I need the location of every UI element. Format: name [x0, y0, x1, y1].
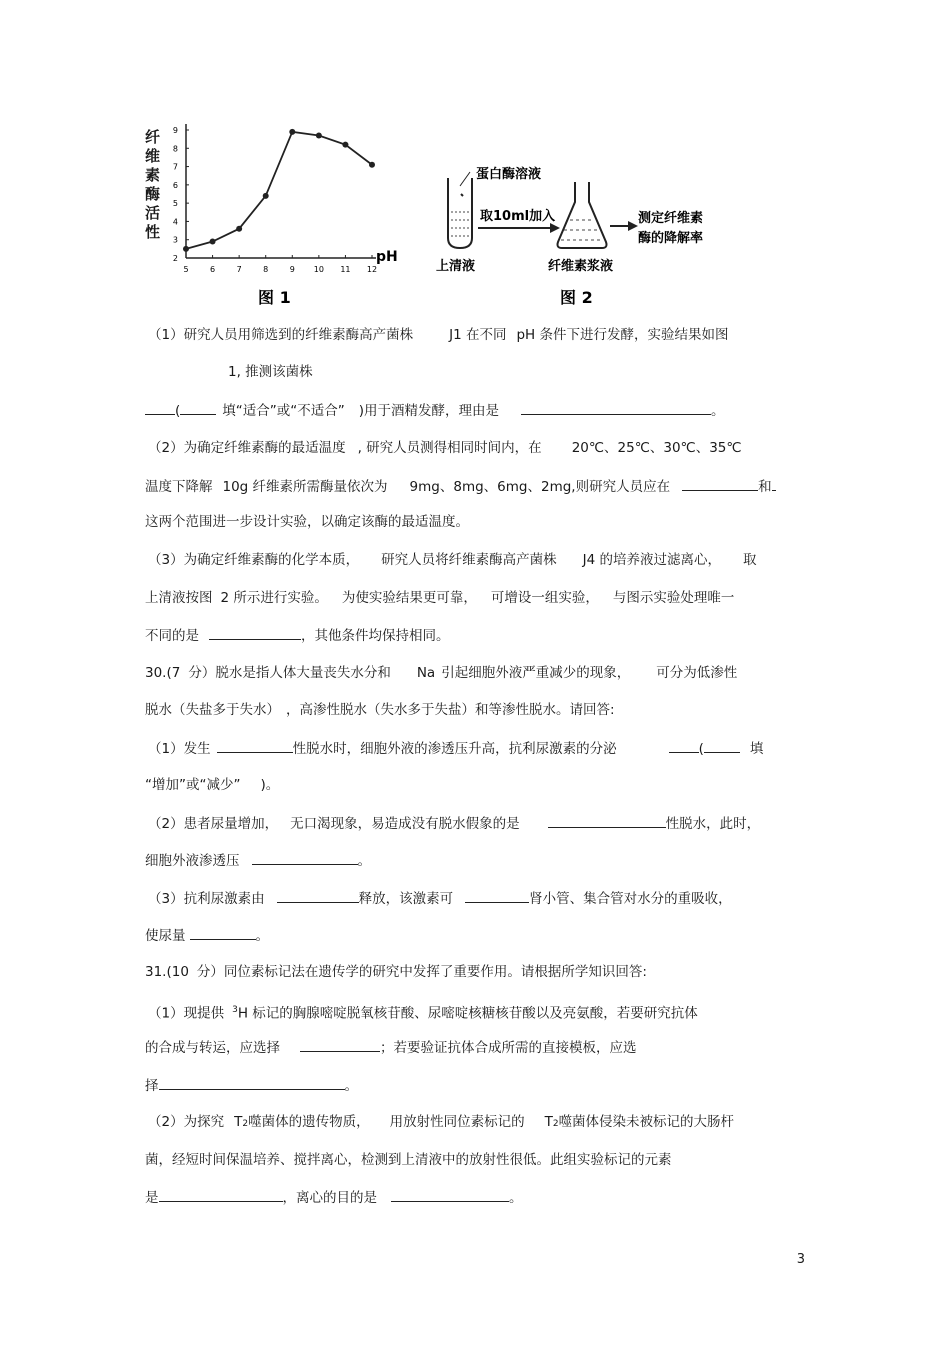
figure2-diagram — [430, 150, 730, 310]
answer-blank[interactable] — [300, 1037, 380, 1052]
q30-1-line1: （1）发生 性脱水时，细胞外液的渗透压升高，抗利尿激素的分泌 ( 填 — [148, 738, 763, 759]
q29-3-line3: 不同的是 ，其他条件均保持相同。 — [145, 625, 450, 646]
q31-2-line2: 菌，经短时间保温培养、搅拌离心，检测到上清液中的放射性很低。此组实验标记的元素 — [145, 1152, 672, 1168]
page-number: 3 — [796, 1252, 805, 1267]
answer-blank[interactable] — [217, 738, 293, 753]
y-tick-label: 7 — [172, 162, 178, 172]
tube-top-label: 蛋白酶溶液 — [476, 167, 542, 182]
y-tick-label: 4 — [172, 217, 178, 227]
answer-blank[interactable] — [159, 1187, 283, 1202]
figure1-xlabel: pH — [376, 249, 398, 265]
figure1-caption: 图 1 — [258, 288, 291, 307]
answer-blank[interactable] — [159, 1075, 345, 1090]
data-point — [263, 193, 269, 199]
data-point — [183, 246, 189, 252]
q29-2-line2: 温度下降解 10g 纤维素所需酶量依次为 9mg、8mg、6mg、2mg,则研究人员应在 和 — [145, 476, 776, 497]
data-point — [342, 142, 348, 148]
q31-line1: 31.(10 分）同位素标记法在遗传学的研究中发挥了重要作用。请根据所学知识回答: — [145, 964, 647, 980]
q30-line1: 30.(7 分）脱水是指人体大量丧失水分和 Na 引起细胞外液严重减少的现象， 可分为低渗性 — [145, 665, 738, 681]
answer-blank[interactable] — [521, 400, 711, 415]
y-tick-label: 2 — [172, 254, 178, 263]
q31-2-line3: 是 ，离心的目的是 。 — [145, 1187, 523, 1208]
q29-3-line2: 上清液按图 2 所示进行实验。 为使实验结果更可靠， 可增设一组实验， 与图示实验处理唯一 — [145, 590, 735, 606]
q31-1-line2: 的合成与转运，应选择 ；若要验证抗体合成所需的直接模板，应选 — [145, 1037, 637, 1058]
q31-1-line1: （1）现提供 $^3$H 标记的胸腺嘧啶脱氧核苷酸、尿嘧啶核糖核苷酸以及亮氨酸，若要研究抗体 — [148, 1005, 698, 1022]
answer-blank[interactable] — [209, 625, 301, 640]
arrow1-label: 取10ml加入 — [480, 209, 556, 224]
figure1-ylabel: 纤维素酶活性 — [145, 128, 161, 241]
q30-2-line1: （2）患者尿量增加， 无口渴现象，易造成没有脱水假象的是 性脱水，此时， — [148, 813, 760, 834]
q29-2-line1: （2）为确定纤维素酶的最适温度 , 研究人员测得相同时间内，在 20℃、25℃、30℃、35℃ — [148, 440, 742, 456]
y-tick-label: 8 — [172, 144, 178, 154]
answer-blank[interactable] — [682, 476, 758, 491]
x-tick-label: 8 — [263, 265, 269, 274]
q29-1-line3: ( 填“适合”或“不适合” )用于酒精发酵，理由是 。 — [145, 400, 725, 421]
y-tick-label: 6 — [172, 180, 178, 190]
q29-2-line3: 这两个范围进一步设计实验，以确定该酶的最适温度。 — [145, 514, 469, 530]
q30-line2: 脱水（失盐多于失水） ，高渗性脱水（失水多于失盐）和等渗性脱水。请回答: — [145, 702, 615, 718]
result-label-1: 测定纤维素 — [638, 211, 704, 226]
activity-line — [186, 132, 372, 249]
q31-2-line1: （2）为探究 T2噬菌体的遗传物质， 用放射性同位素标记的 T2噬菌体侵染未被标记的大肠杆 — [148, 1114, 735, 1130]
data-point — [369, 162, 375, 168]
answer-blank[interactable] — [548, 813, 666, 828]
answer-blank[interactable] — [391, 1187, 509, 1202]
x-tick-label: 6 — [210, 265, 216, 274]
flask — [558, 182, 607, 248]
q30-2-line2: 细胞外液渗透压 。 — [145, 850, 371, 871]
data-point — [236, 226, 242, 232]
data-point — [210, 239, 216, 245]
q30-3-line1: （3）抗利尿激素由 释放，该激素可 肾小管、集合管对水分的重吸收， — [148, 888, 732, 909]
data-point — [289, 129, 295, 135]
test-tube — [448, 172, 472, 248]
q30-1-line2: “增加”或“减少” )。 — [145, 777, 280, 793]
q31-1-line3: 择 。 — [145, 1075, 358, 1096]
x-tick-label: 9 — [289, 265, 295, 274]
x-tick-label: 5 — [183, 265, 189, 274]
answer-blank[interactable] — [277, 888, 359, 903]
x-tick-label: 10 — [313, 265, 324, 274]
result-label-2: 酶的降解率 — [638, 231, 704, 246]
y-tick-label: 5 — [172, 199, 178, 209]
answer-blank[interactable] — [465, 888, 529, 903]
q29-1-line1: （1）研究人员用筛选到的纤维素酶高产菌株 J1 在不同 pH 条件下进行发酵，实验结果如图 — [148, 327, 729, 343]
answer-blank[interactable] — [252, 850, 358, 865]
q30-3-line2: 使尿量 。 — [145, 925, 269, 946]
tube-bottom-label: 上清液 — [436, 259, 476, 274]
y-tick-label: 9 — [172, 126, 178, 135]
q29-3-line1: （3）为确定纤维素酶的化学本质， 研究人员将纤维素酶高产菌株 J4 的培养液过滤离心， 取 — [148, 552, 757, 568]
y-tick-label: 3 — [172, 235, 178, 245]
answer-blank[interactable] — [190, 925, 256, 940]
figure1-chart — [140, 118, 410, 313]
x-tick-label: 11 — [340, 265, 351, 274]
x-tick-label: 7 — [236, 265, 242, 274]
q29-1-line2: 1, 推测该菌株 — [228, 364, 313, 380]
data-point — [316, 132, 322, 138]
x-tick-label: 12 — [366, 265, 378, 274]
figure2-caption: 图 2 — [560, 288, 593, 307]
flask-label: 纤维素浆液 — [548, 259, 614, 274]
